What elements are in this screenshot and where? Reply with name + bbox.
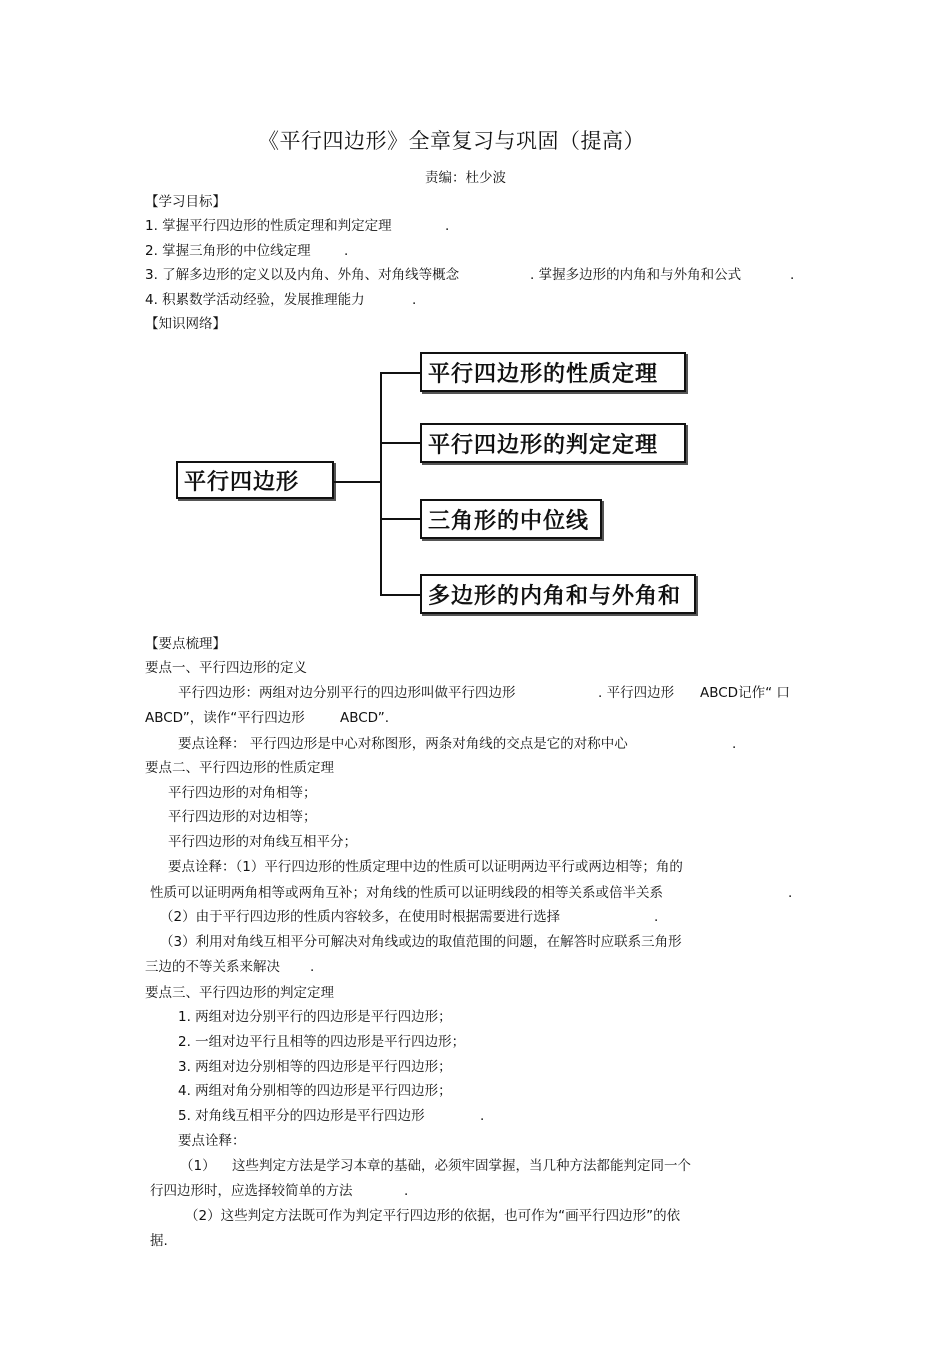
paragraph-text: 平行四边形：两组对边分别平行的四边形叫做平行四边形 (178, 685, 516, 701)
list-item: 2. 一组对边平行且相等的四边形是平行四边形； (178, 1034, 466, 1050)
section-heading-2: 要点二、平行四边形的性质定理 (145, 760, 334, 776)
goal-item-3-cont: . 掌握多边形的内角和与外角和公式 (530, 267, 742, 283)
connector-line (380, 442, 420, 444)
note-text: 三边的不等关系来解决 (145, 959, 280, 975)
paragraph-text: . 平行四边形 (598, 685, 675, 701)
note-dot: . (788, 885, 793, 901)
goal-dot: . (344, 243, 349, 259)
list-item: 4. 两组对角分别相等的四边形是平行四边形； (178, 1083, 452, 1099)
connector-trunk (380, 372, 382, 596)
list-item: 5. 对角线互相平分的四边形是平行四边形 (178, 1108, 425, 1124)
goal-item-4: 4. 积累数学活动经验，发展推理能力 (145, 292, 365, 308)
diagram-child-box: 三角形的中位线 (420, 499, 602, 539)
goals-heading: 【学习目标】 (145, 194, 226, 210)
list-item: 平行四边形的对角线互相平分； (168, 834, 357, 850)
connector-line (334, 481, 381, 483)
note-label: 要点诠释： (178, 1133, 246, 1149)
list-item: 3. 两组对边分别相等的四边形是平行四边形； (178, 1059, 452, 1075)
goal-item-1: 1. 掌握平行四边形的性质定理和判定定理 (145, 218, 392, 234)
note-text: （3）利用对角线互相平分可解决对角线或边的取值范围的问题，在解答时应联系三角形 (160, 934, 682, 950)
diagram-root-box: 平行四边形 (176, 461, 334, 499)
note-text: 要点诠释：（1）平行四边形的性质定理中边的性质可以证明两边平行或两边相等；角的 (168, 859, 683, 875)
note-text: 性质可以证明两角相等或两角互补；对角线的性质可以证明线段的相等关系或倍半关系 (150, 885, 663, 901)
points-heading: 【要点梳理】 (145, 636, 226, 652)
goal-dot: . (412, 292, 417, 308)
goal-dot: . (445, 218, 450, 234)
note-dot: . (654, 909, 659, 925)
goal-dot: . (790, 267, 795, 283)
note-dot: . (310, 959, 315, 975)
list-item: 平行四边形的对角相等； (168, 785, 317, 801)
network-heading: 【知识网络】 (145, 316, 226, 332)
list-dot: . (480, 1108, 485, 1124)
page-title: 《平行四边形》全章复习与巩固（提高） (258, 129, 645, 153)
note-text: 据. (150, 1233, 168, 1249)
note-dot: . (732, 736, 737, 752)
diagram-child-box: 多边形的内角和与外角和 (420, 574, 696, 614)
paragraph-text: ABCD”. (340, 710, 390, 726)
note-text: （1） (180, 1158, 216, 1174)
diagram-child-box: 平行四边形的性质定理 (420, 352, 686, 392)
note-text: （2）由于平行四边形的性质内容较多，在使用时根据需要进行选择 (160, 909, 561, 925)
paragraph-text: ABCD记作“ 口 (700, 685, 790, 701)
connector-line (380, 372, 420, 374)
section-heading-3: 要点三、平行四边形的判定定理 (145, 985, 334, 1001)
goal-item-3: 3. 了解多边形的定义以及内角、外角、对角线等概念 (145, 267, 460, 283)
note-text: 这些判定方法是学习本章的基础，必须牢固掌握，当几种方法都能判定同一个 (232, 1158, 691, 1174)
connector-line (380, 594, 420, 596)
note-text: （2）这些判定方法既可作为判定平行四边形的依据，也可作为“画平行四边形”的依 (185, 1208, 681, 1224)
list-item: 平行四边形的对边相等； (168, 809, 317, 825)
section-heading-1: 要点一、平行四边形的定义 (145, 660, 307, 676)
goal-item-2: 2. 掌握三角形的中位线定理 (145, 243, 311, 259)
diagram-child-box: 平行四边形的判定定理 (420, 423, 686, 463)
editor-line: 责编：杜少波 (425, 170, 506, 186)
list-item: 1. 两组对边分别平行的四边形是平行四边形； (178, 1009, 452, 1025)
note-text: 要点诠释： 平行四边形是中心对称图形，两条对角线的交点是它的对称中心 (178, 736, 628, 752)
note-text: 行四边形时，应选择较简单的方法 (150, 1183, 353, 1199)
paragraph-text: ABCD”，读作“平行四边形 (145, 710, 305, 726)
connector-line (380, 518, 420, 520)
note-dot: . (404, 1183, 409, 1199)
